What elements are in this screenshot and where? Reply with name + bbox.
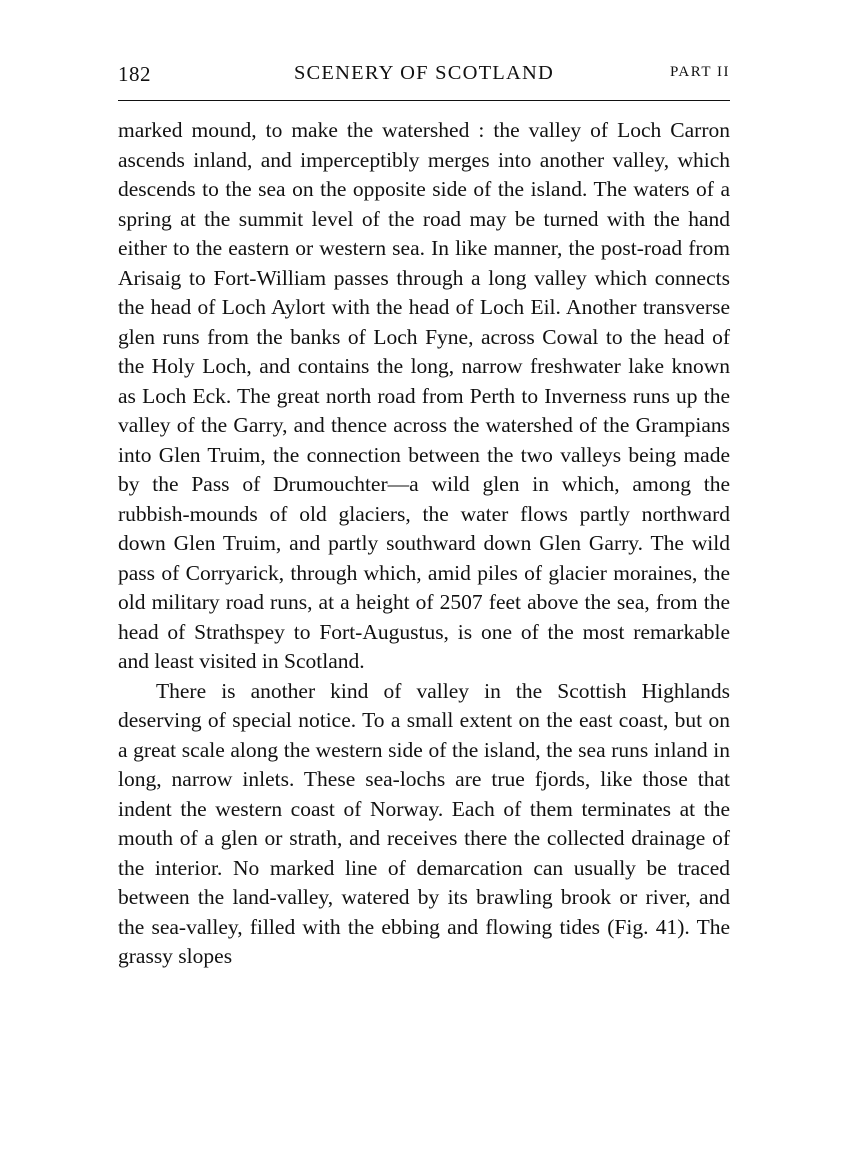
paragraph-2: There is another kind of valley in the Scottish Highlands deserving of special notice. To a small extent on the east coast, but on a great scale along the western side of the island, the sea runs inland in long, narrow inlets. These sea-lochs are true fjords, like those that indent the western coast of Norway. Each of them terminates at the mouth of a glen or strath, and receives there the collected drainage of the interior. No marked line of demarcation can usually be traced between the land-valley, watered by its brawling brook or river, and the sea-valley, filled with the ebbing and flowing tides (Fig. 41). The grassy slopes [118, 678, 730, 968]
paragraph-1: marked mound, to make the watershed : the valley of Loch Carron ascends inland, and imperceptibly merges into another valley, which descends to the sea on the opposite side of the island. The waters of a spring at the summit level of the road may be turned with the hand either to the eastern or western sea. In like manner, the post-road from Arisaig to Fort-William passes through a long valley which connects the head of Loch Aylort with the head of Loch Eil. Another transverse glen runs from the banks of Loch Fyne, across Cowal to the head of the Holy Loch, and contains the long, narrow freshwater lake known as Loch Eck. The great north road from Perth to Inverness runs up the valley of the Garry, and thence across the watershed of the Grampians into Glen Truim, the connection between the two valleys being made by the Pass of Drumouchter—a wild glen in which, among the rubbish-mounds of old glaciers, the water flows partly northward down Glen Truim, and partly southward down Glen Garry. The wild pass of Corryarick, through which, amid piles of glacier moraines, the old military road runs, at a height of 2507 feet above the sea, from the head of Strathspey to Fort-Augustus, is one of the most remarkable and least visited in Scotland. [118, 118, 730, 673]
running-head [118, 62, 730, 92]
header-rule [118, 100, 730, 101]
page-number: 182 [118, 62, 151, 86]
body-text [118, 116, 730, 972]
part-label: PART II [669, 64, 730, 80]
running-title: SCENERY OF SCOTLAND [293, 62, 555, 84]
